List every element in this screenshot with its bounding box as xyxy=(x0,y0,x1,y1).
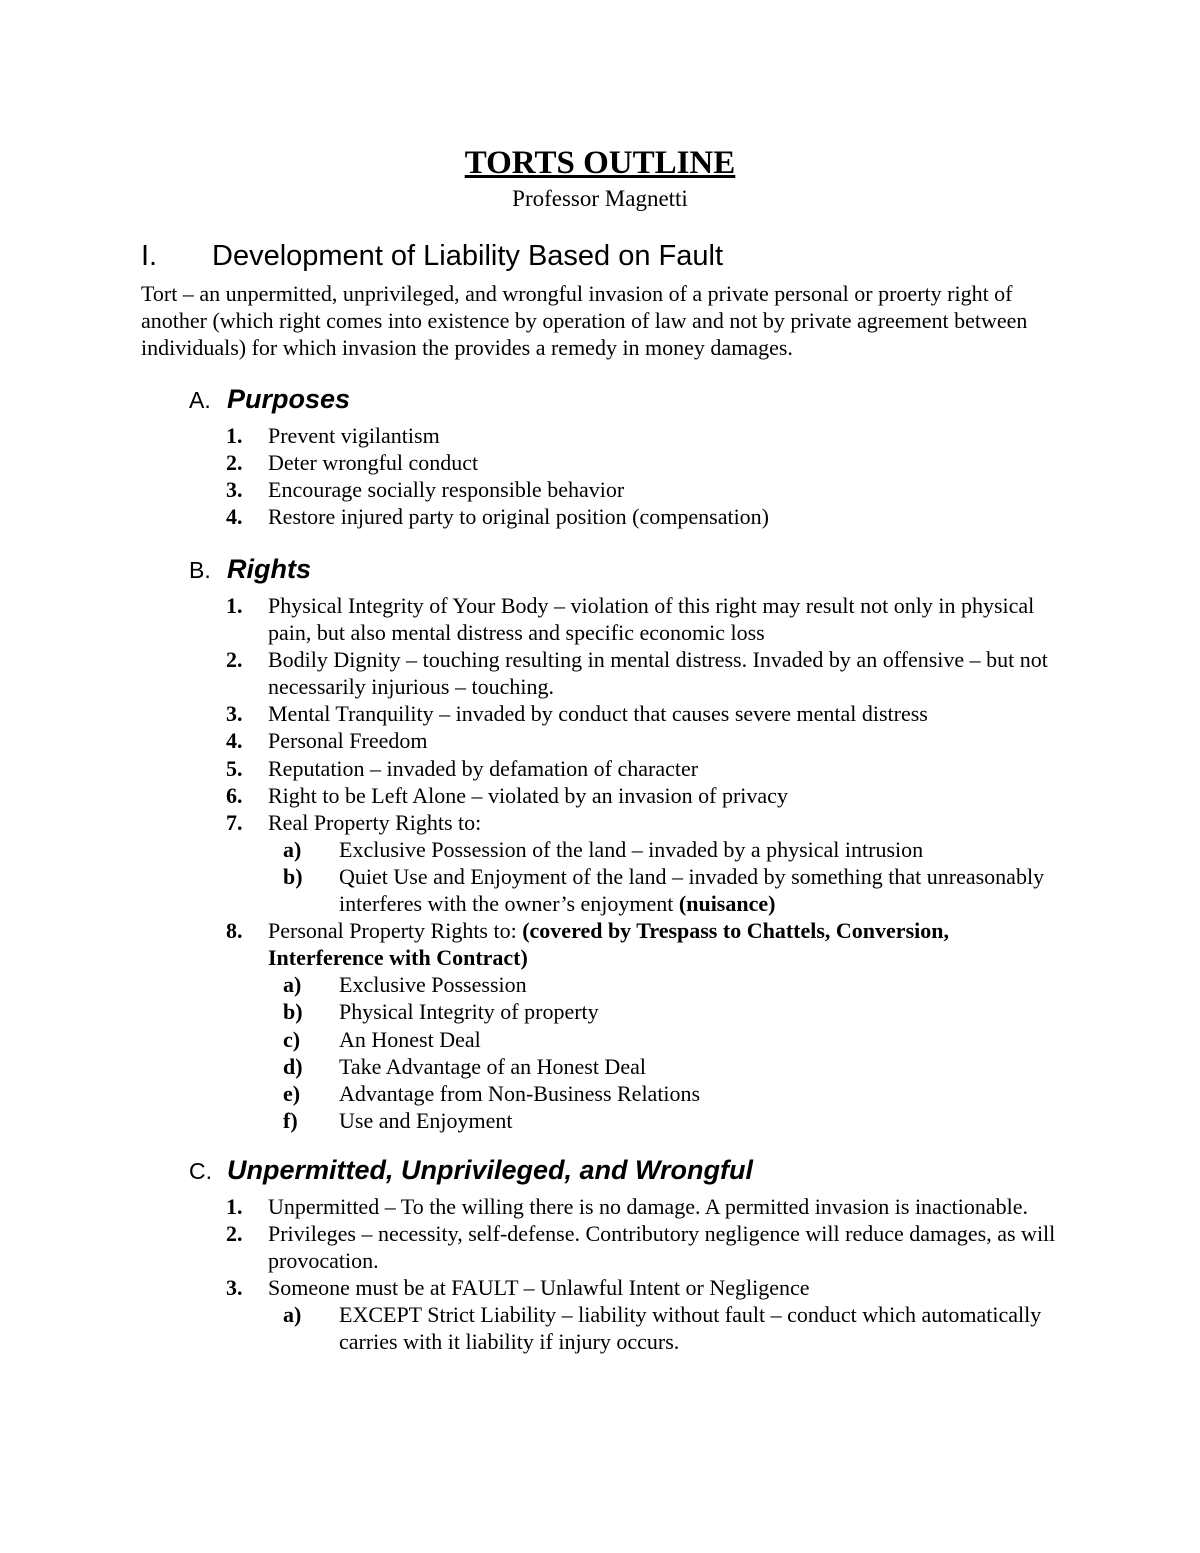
list-item xyxy=(0,809,1058,836)
item-letter: a) xyxy=(283,1302,302,1328)
item-text: Personal Freedom xyxy=(268,728,428,754)
unpermitted-list xyxy=(0,1193,1200,1356)
subheading-text: Purposes xyxy=(227,384,351,414)
item-text: Reputation – invaded by defamation of character xyxy=(268,755,699,781)
item-text: Take Advantage of an Honest Deal xyxy=(339,1053,646,1079)
subheading-purposes xyxy=(189,382,350,417)
item-number: 5. xyxy=(226,755,243,781)
item-letter: d) xyxy=(283,1053,303,1079)
item-bold-note: (nuisance) xyxy=(678,891,776,917)
item-number: 3. xyxy=(226,477,243,503)
item-text: Quiet Use and Enjoyment of the land – invaded by something that unreasonably interferes with the owner’s enjoyment xyxy=(339,863,1045,917)
item-text: Someone must be at FAULT – Unlawful Intent or Negligence xyxy=(268,1275,810,1301)
item-letter: f) xyxy=(283,1107,298,1133)
subheading-text: Rights xyxy=(227,554,311,584)
item-bold-note: (covered by Trespass to Chattels, Conversion, Interference with Contract) xyxy=(268,918,949,971)
item-letter: e) xyxy=(283,1080,301,1106)
sub-list-item xyxy=(0,863,1059,917)
subheading-text: Unpermitted, Unprivileged, and Wrongful xyxy=(227,1155,754,1185)
item-number: 1. xyxy=(226,423,243,448)
item-text: Mental Tranquility – invaded by conduct that causes severe mental distress xyxy=(268,701,928,727)
list-item xyxy=(0,727,1058,754)
subheading-letter: A. xyxy=(189,387,211,413)
item-number: 1. xyxy=(226,593,243,618)
sub-list-item xyxy=(0,1026,1059,1053)
list-item xyxy=(0,592,1058,646)
list-item xyxy=(0,422,1058,449)
list-item xyxy=(0,646,1058,700)
sub-list-item xyxy=(0,1301,1059,1355)
list-item xyxy=(0,700,1058,727)
sub-list-item xyxy=(0,1053,1059,1080)
list-item xyxy=(0,503,1058,530)
item-text: Bodily Dignity – touching resulting in mental distress. Invaded by an offensive – but not necessarily injurious – touching. xyxy=(268,647,1048,700)
item-text: Real Property Rights to: xyxy=(268,809,482,835)
item-text: Physical Integrity of Your Body – violation of this right may result not only in physical pain, but also mental distress and specific economic loss xyxy=(268,593,1035,646)
section-number: I. xyxy=(141,240,158,272)
document-title: TORTS OUTLINE xyxy=(464,145,736,181)
purposes-list xyxy=(0,422,1200,530)
item-number: 2. xyxy=(226,450,243,476)
list-item xyxy=(0,449,1058,476)
item-text: Deter wrongful conduct xyxy=(268,450,479,476)
subheading-letter: B. xyxy=(189,557,211,583)
item-text: Exclusive Possession xyxy=(339,972,527,998)
item-number: 2. xyxy=(226,1221,243,1247)
section-heading xyxy=(141,238,723,274)
sub-list-item xyxy=(0,1080,1059,1107)
item-number: 8. xyxy=(226,918,243,944)
item-letter: b) xyxy=(283,863,303,889)
item-text: An Honest Deal xyxy=(339,1026,481,1052)
list-item xyxy=(0,1220,1058,1274)
sub-list-item xyxy=(0,971,1059,998)
item-text: Personal Property Rights to: xyxy=(268,918,523,944)
item-text: Restore injured party to original position (compensation) xyxy=(268,504,770,530)
sub-list-item xyxy=(0,836,1059,863)
subheading-letter: C. xyxy=(189,1158,212,1184)
item-text: Prevent vigilantism xyxy=(268,423,440,448)
rights-list xyxy=(0,592,1200,1134)
item-text: Physical Integrity of property xyxy=(339,999,599,1025)
item-number: 7. xyxy=(226,809,243,835)
item-text: EXCEPT Strict Liability – liability without fault – conduct which automatically carries with it liability if injury occurs. xyxy=(339,1302,1042,1355)
sub-list-item xyxy=(0,1107,1059,1134)
item-text: Advantage from Non-Business Relations xyxy=(339,1080,701,1106)
item-text: Privileges – necessity, self-defense. Contributory negligence will reduce damages, as will provocation. xyxy=(268,1221,1056,1274)
list-item xyxy=(0,917,1058,971)
list-item xyxy=(0,476,1058,503)
item-number: 2. xyxy=(226,647,243,673)
sub-list-item xyxy=(0,998,1059,1025)
list-item xyxy=(0,1193,1058,1220)
item-number: 3. xyxy=(226,701,243,727)
section-heading-text: Development of Liability Based on Fault xyxy=(212,240,724,272)
item-number: 1. xyxy=(226,1194,243,1219)
item-text: Exclusive Possession of the land – invaded by a physical intrusion xyxy=(339,836,924,862)
subheading-unpermitted xyxy=(189,1153,753,1188)
list-item xyxy=(0,1274,1058,1301)
item-text: Use and Enjoyment xyxy=(339,1107,513,1133)
subheading-rights xyxy=(189,552,311,587)
item-letter: a) xyxy=(283,836,302,862)
item-letter: b) xyxy=(283,999,303,1025)
item-text: Unpermitted – To the willing there is no damage. A permitted invasion is inactionable. xyxy=(268,1194,1028,1219)
item-letter: a) xyxy=(283,972,302,998)
item-number: 6. xyxy=(226,782,243,808)
item-number: 3. xyxy=(226,1275,243,1301)
tort-definition: Tort – an unpermitted, unprivileged, and wrongful invasion of a private personal or proerty right of another (which right comes into existence by operation of law and not by private agreement between individuals) for which invasion the provides a remedy in money damages. xyxy=(141,281,1028,361)
item-letter: c) xyxy=(283,1026,301,1052)
document-subtitle: Professor Magnetti xyxy=(512,186,688,211)
item-number: 4. xyxy=(226,728,243,754)
list-item xyxy=(0,755,1058,782)
item-number: 4. xyxy=(226,504,243,530)
item-text: Right to be Left Alone – violated by an invasion of privacy xyxy=(268,782,788,808)
list-item xyxy=(0,782,1058,809)
item-text: Encourage socially responsible behavior xyxy=(268,477,625,503)
